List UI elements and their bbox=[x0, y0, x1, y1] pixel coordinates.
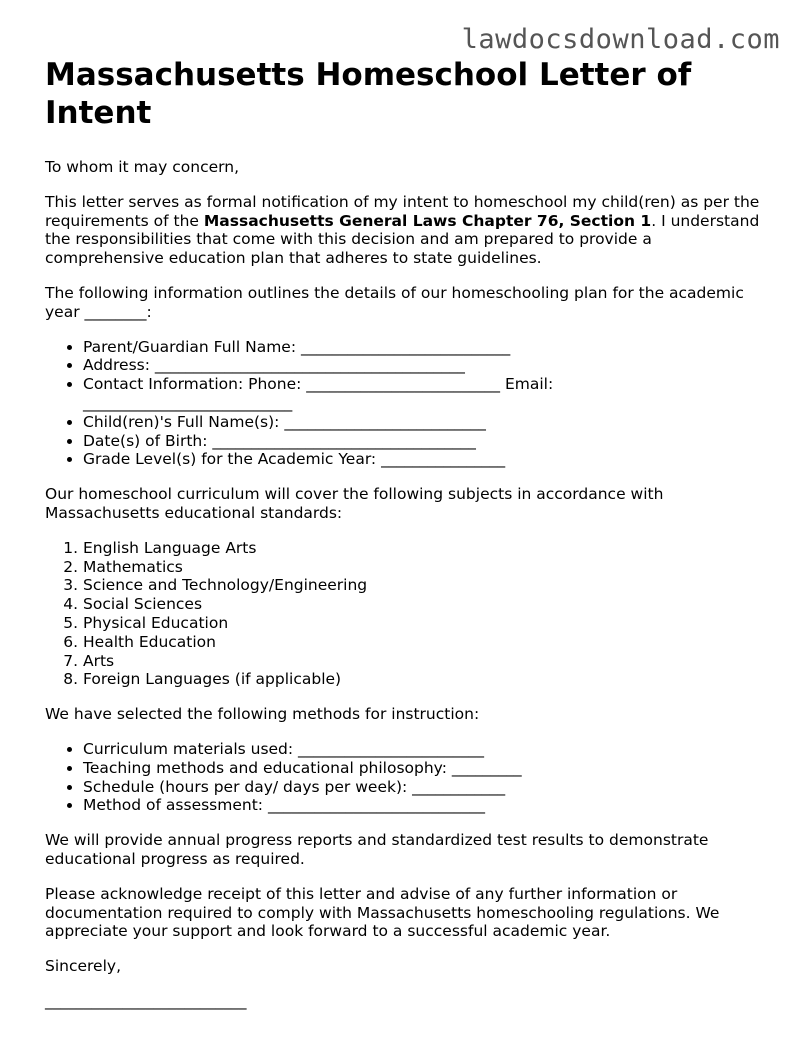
intro-paragraph bbox=[45, 193, 765, 268]
law-reference: Massachusetts General Laws Chapter 76, Section 1 bbox=[203, 211, 652, 230]
closing: Sincerely, bbox=[45, 957, 122, 976]
subject-item: 3. Science and Technology/Engineering bbox=[83, 576, 765, 595]
salutation: To whom it may concern, bbox=[45, 158, 239, 176]
detail-contact: • Contact Information: Phone: _________________________ Email: ___________________________ bbox=[83, 375, 765, 413]
method-teaching-philosophy: • Teaching methods and educational philosophy: _________ bbox=[83, 759, 765, 778]
subject-item: 8. Foreign Languages (if applicable) bbox=[83, 670, 765, 689]
method-assessment: • Method of assessment: ____________________________ bbox=[83, 796, 765, 815]
methods-list bbox=[45, 740, 765, 815]
subject-item: 4. Social Sciences bbox=[83, 595, 765, 614]
method-schedule: • Schedule (hours per day/ days per week): ____________ bbox=[83, 778, 765, 797]
watermark-text: lawdocsdownload.com bbox=[461, 24, 780, 55]
subject-item: 5. Physical Education bbox=[83, 614, 765, 633]
letter-document bbox=[45, 56, 765, 1011]
page-title: Massachusetts Homeschool Letter of Intent bbox=[45, 57, 692, 131]
detail-parent-name: • Parent/Guardian Full Name: ___________________________ bbox=[83, 338, 765, 357]
detail-birth-dates: • Date(s) of Birth: __________________________________ bbox=[83, 432, 765, 451]
details-list bbox=[45, 338, 765, 470]
details-intro: The following information outlines the details of our homeschooling plan for the academic year ________: bbox=[45, 283, 744, 321]
detail-grade-levels: • Grade Level(s) for the Academic Year: ________________ bbox=[83, 450, 765, 469]
progress-paragraph: We will provide annual progress reports and standardized test results to demonstrate educational progress as required. bbox=[45, 831, 709, 868]
method-curriculum-materials: • Curriculum materials used: ________________________ bbox=[83, 740, 765, 759]
signature-line: __________________________ bbox=[45, 991, 247, 1010]
detail-child-names: • Child(ren)'s Full Name(s): __________________________ bbox=[83, 413, 765, 432]
intro-text-before: This letter serves as formal notification of my intent to homeschool my child(ren) as per the requirements of the bbox=[45, 192, 760, 230]
subject-item: 6. Health Education bbox=[83, 633, 765, 652]
subject-item: 2. Mathematics bbox=[83, 558, 765, 577]
subject-item: 1. English Language Arts bbox=[83, 539, 765, 558]
intro-text-after: . I understand the responsibilities that come with this decision and am prepared to provide a comprehensive education plan that adheres to state guidelines. bbox=[45, 211, 760, 268]
detail-address: • Address: ________________________________________ bbox=[83, 356, 765, 375]
methods-intro: We have selected the following methods for instruction: bbox=[45, 705, 480, 724]
curriculum-intro: Our homeschool curriculum will cover the following subjects in accordance with Massachusetts educational standards: bbox=[45, 485, 664, 522]
subjects-list bbox=[45, 539, 765, 689]
subject-item: 7. Arts bbox=[83, 652, 765, 671]
acknowledge-paragraph: Please acknowledge receipt of this letter and advise of any further information or documentation required to comply with Massachusetts homeschooling regulations. We appreciate your support and look forward to a successful academic year. bbox=[45, 884, 720, 941]
